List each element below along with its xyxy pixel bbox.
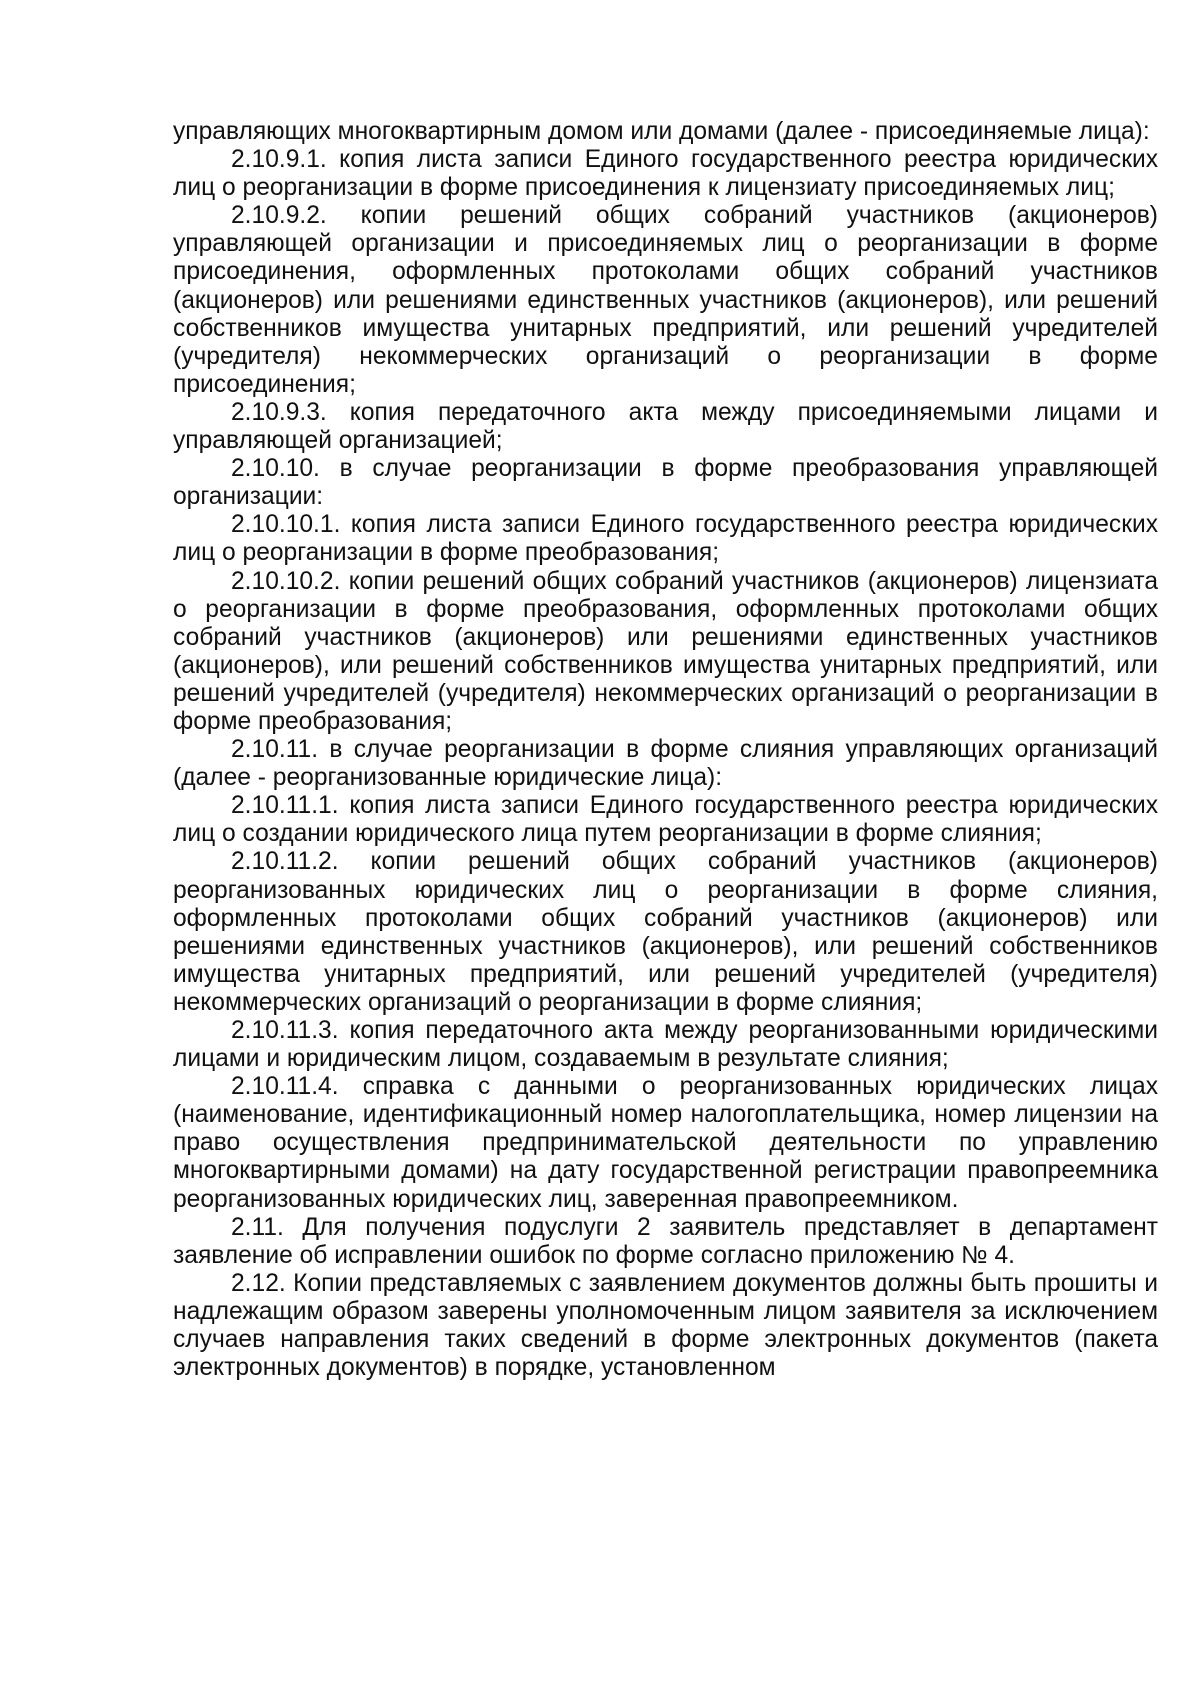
paragraph-2-10-9-2: 2.10.9.2. копии решений общих собраний участников (акционеров) управляющей организации и присоединяемых лиц о реорганизации в форме присоединения, оформленных протоколами общих собраний участников (акционеров) или решениями единственных участников (акционеров), или решений собственников имущества унитарных предприятий, или решений учредителей (учредителя) некоммерческих организаций о реорганизации в форме присоединения; <box>173 202 1158 398</box>
paragraph-2-10-9-3: 2.10.9.3. копия передаточного акта между присоединяемыми лицами и управляющей организацией; <box>173 398 1158 455</box>
paragraph-2-10-10-1: 2.10.10.1. копия листа записи Единого государственного реестра юридических лиц о реорганизации в форме преобразования; <box>173 511 1158 567</box>
paragraph-2-10-11-2: 2.10.11.2. копии решений общих собраний участников (акционеров) реорганизованных юридических лиц о реорганизации в форме слияния, оформленных протоколами общих собраний участников (акционеров) или решениями единственных участников (акционеров), или решений собственников имущества унитарных предприятий, или решений учредителей (учредителя) некоммерческих организаций о реорганизации в форме слияния; <box>173 848 1158 1016</box>
paragraph-2-10-11: 2.10.11. в случае реорганизации в форме слияния управляющих организаций (далее - реорганизованные юридические лица): <box>173 736 1158 792</box>
paragraph-2-10-11-1: 2.10.11.1. копия листа записи Единого государственного реестра юридических лиц о создании юридического лица путем реорганизации в форме слияния; <box>173 792 1158 848</box>
paragraph-2-10-11-4: 2.10.11.4. справка с данными о реорганизованных юридических лицах (наименование, идентификационный номер налогоплательщика, номер лицензии на право осуществления предпринимательской деятельности по управлению многоквартирными домами) на дату государственной регистрации правопреемника реорганизованных юридических лиц, заверенная правопреемником. <box>173 1073 1158 1213</box>
paragraph-2-10-9-1: 2.10.9.1. копия листа записи Единого государственного реестра юридических лиц о реорганизации в форме присоединения к лицензиату присоединяемых лиц; <box>173 146 1158 202</box>
paragraph-2-11: 2.11. Для получения подуслуги 2 заявитель представляет в департамент заявление об исправлении ошибок по форме согласно приложению № 4. <box>173 1213 1158 1269</box>
paragraph-2-12: 2.12. Копии представляемых с заявлением документов должны быть прошиты и надлежащим образом заверены уполномоченным лицом заявителя за исключением случаев направления таких сведений в форме электронных документов (пакета электронных документов) в порядке, установленном <box>173 1269 1158 1382</box>
paragraph-2-10-11-3: 2.10.11.3. копия передаточного акта между реорганизованными юридическими лицами и юридическим лицом, создаваемым в результате слияния; <box>173 1017 1158 1073</box>
paragraph-2-10-10-2: 2.10.10.2. копии решений общих собраний участников (акционеров) лицензиата о реорганизации в форме преобразования, оформленных протоколами общих собраний участников (акционеров) или решениями единственных участников (акционеров), или решений собственников имущества унитарных предприятий, или решений учредителей (учредителя) некоммерческих организаций о реорганизации в форме преобразования; <box>173 567 1158 735</box>
document-page <box>173 118 1158 1382</box>
paragraph-continuation: управляющих многоквартирным домом или домами (далее - присоединяемые лица): <box>173 118 1150 145</box>
paragraph-2-10-10: 2.10.10. в случае реорганизации в форме преобразования управляющей организации: <box>173 455 1158 511</box>
